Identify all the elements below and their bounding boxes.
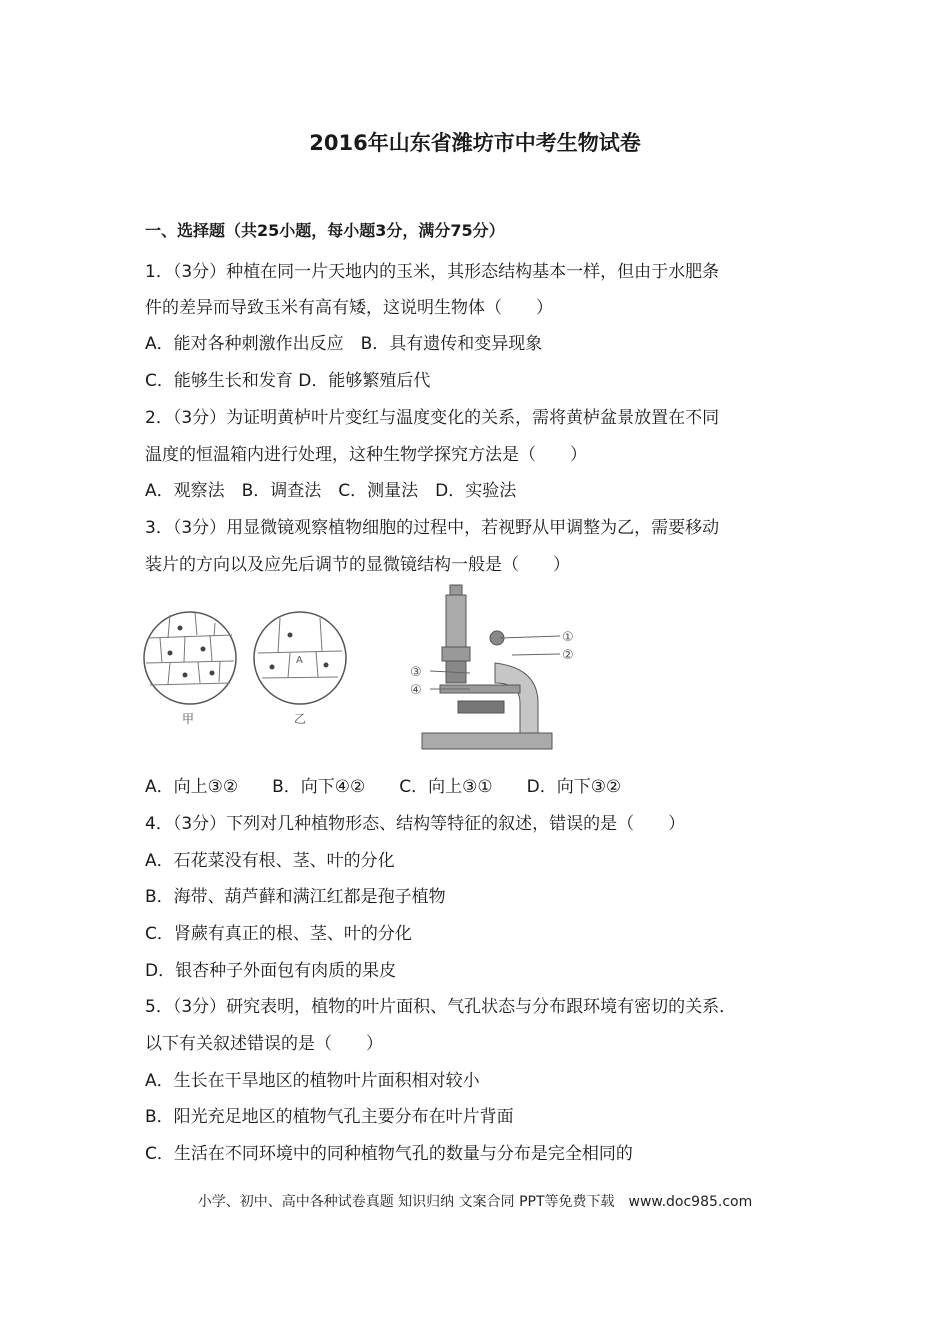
question-4-option-c: C．肾蕨有真正的根、茎、叶的分化 xyxy=(145,924,412,944)
callout-1: ① xyxy=(562,630,574,645)
question-5-line-1: 5．（3分）研究表明，植物的叶片面积、气孔状态与分布跟环境有密切的关系． xyxy=(145,997,737,1017)
field-of-view-yi xyxy=(254,612,346,726)
question-1-line-1: 1．（3分）种植在同一片天地内的玉米，其形态结构基本一样，但由于水肥条 xyxy=(145,262,720,282)
question-4-option-a: A．石花菜没有根、茎、叶的分化 xyxy=(145,851,395,871)
question-5-line-2: 以下有关叙述错误的是（ ） xyxy=(145,1034,383,1054)
label-yi: 乙 xyxy=(294,712,307,726)
microscope-drawing xyxy=(422,585,552,749)
question-1-line-2: 件的差异而导致玉米有高有矮，这说明生物体（ ） xyxy=(145,298,553,318)
question-3-line-1: 3．（3分）用显微镜观察植物细胞的过程中，若视野从甲调整为乙，需要移动 xyxy=(145,518,720,538)
page-footer: 小学、初中、高中各种试卷真题 知识归纳 文案合同 PPT等免费下载 www.doc985.com xyxy=(197,1194,753,1210)
field-of-view-jia xyxy=(144,612,236,726)
question-2-line-2: 温度的恒温箱内进行处理，这种生物学探究方法是（ ） xyxy=(145,445,587,465)
label-a: A xyxy=(296,655,303,666)
question-5-option-a: A．生长在干旱地区的植物叶片面积相对较小 xyxy=(145,1071,480,1091)
callout-2: ② xyxy=(562,648,574,663)
section-heading: 一、选择题（共25小题，每小题3分，满分75分） xyxy=(145,221,505,240)
callout-3: ③ xyxy=(410,665,422,680)
question-2-options: A．观察法 B．调查法 C．测量法 D．实验法 xyxy=(145,481,517,501)
question-1-options-cd: C．能够生长和发育 D．能够繁殖后代 xyxy=(145,371,431,391)
question-5-option-b: B．阳光充足地区的植物气孔主要分布在叶片背面 xyxy=(145,1107,514,1127)
callout-4: ④ xyxy=(410,683,422,698)
question-5-option-c: C．生活在不同环境中的同种植物气孔的数量与分布是完全相同的 xyxy=(145,1144,633,1164)
question-2-line-1: 2．（3分）为证明黄栌叶片变红与温度变化的关系，需将黄栌盆景放置在不同 xyxy=(145,408,720,428)
question-3-line-2: 装片的方向以及应先后调节的显微镜结构一般是（ ） xyxy=(145,555,570,575)
question-1-options-ab: A．能对各种刺激作出反应 B．具有遗传和变异现象 xyxy=(145,334,543,354)
page-title: 2016年山东省潍坊市中考生物试卷 xyxy=(309,131,641,155)
question-4-option-d: D．银杏种子外面包有肉质的果皮 xyxy=(145,961,397,981)
question-3-options: A．向上③② B．向下④② C．向上③① D．向下③② xyxy=(145,777,622,797)
microscope-figure xyxy=(140,583,600,758)
question-4-option-b: B．海带、葫芦藓和满江红都是孢子植物 xyxy=(145,887,446,907)
question-4-line-1: 4．（3分）下列对几种植物形态、结构等特征的叙述，错误的是（ ） xyxy=(145,814,686,834)
label-jia: 甲 xyxy=(182,712,195,726)
